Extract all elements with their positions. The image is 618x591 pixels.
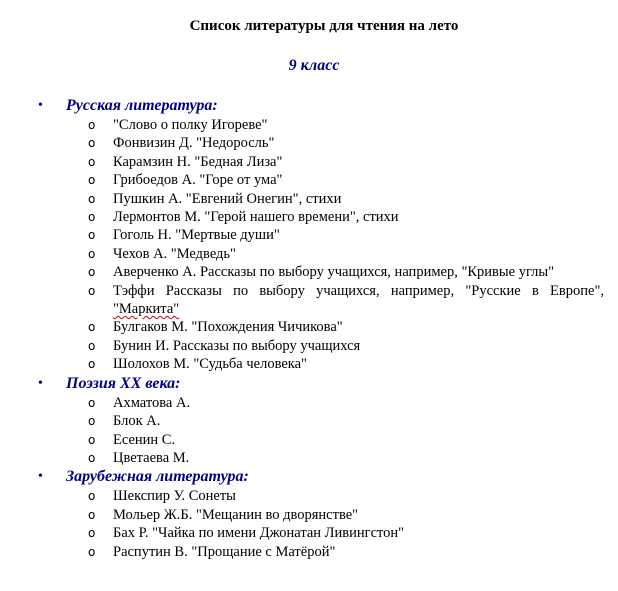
list-item [0, 506, 618, 524]
circle-bullet-icon: o [88, 432, 96, 447]
list-item-text: Блок А. [113, 413, 161, 430]
list-item [0, 116, 618, 134]
list-item [0, 318, 618, 336]
list-item [0, 245, 618, 263]
list-item [0, 226, 618, 244]
list-item-text: Фонвизин Д. "Недоросль" [113, 135, 275, 152]
grade-heading: 9 класс [288, 57, 340, 74]
section-title: Зарубежная литература: [66, 468, 249, 486]
list-item [0, 412, 618, 430]
section-poetry-20th-century [0, 374, 618, 468]
reading-list [0, 96, 618, 561]
section-foreign-literature [0, 467, 618, 561]
circle-bullet-icon: o [88, 544, 96, 559]
list-item-text: Булгаков М. "Похождения Чичикова" [113, 319, 343, 336]
circle-bullet-icon: o [88, 154, 96, 169]
list-item [0, 171, 618, 189]
list-item [0, 282, 618, 319]
list-item [0, 543, 618, 561]
circle-bullet-icon: o [88, 191, 96, 206]
circle-bullet-icon: o [88, 320, 96, 335]
section-russian-literature [0, 96, 618, 374]
bullet-icon: • [38, 375, 43, 391]
list-item-text: Распутин В. "Прощание с Матёрой" [113, 543, 336, 560]
list-item [0, 263, 618, 281]
list-item-text: Лермонтов М. "Герой нашего времени", стихи [113, 209, 399, 226]
circle-bullet-icon: o [88, 395, 96, 410]
list-item [0, 487, 618, 505]
circle-bullet-icon: o [88, 118, 96, 132]
circle-bullet-icon: o [88, 173, 96, 188]
list-item-text: Чехов А. "Медведь" [113, 245, 236, 262]
circle-bullet-icon: o [88, 450, 96, 465]
list-item-text: Шолохов М. "Судьба человека" [113, 356, 307, 373]
list-item [0, 337, 618, 355]
list-item-text: Карамзин Н. "Бедная Лиза" [113, 153, 283, 170]
circle-bullet-icon: o [88, 489, 96, 504]
list-item [0, 153, 618, 171]
list-item [0, 449, 618, 467]
list-item-text: Мольер Ж.Б. "Мещанин во дворянстве" [113, 506, 359, 523]
spellcheck-word: "Маркита" [113, 301, 180, 318]
list-item [0, 355, 618, 373]
list-item [0, 208, 618, 226]
circle-bullet-icon: o [88, 338, 96, 353]
circle-bullet-icon: o [88, 357, 96, 372]
list-item [0, 524, 618, 542]
bullet-icon: • [38, 98, 43, 113]
list-item-text: Цветаева М. [113, 449, 190, 466]
section-title: Поэзия ХХ века: [66, 374, 181, 392]
circle-bullet-icon: o [88, 265, 96, 280]
list-item-text: Шекспир У. Сонеты [113, 488, 236, 505]
circle-bullet-icon: o [88, 136, 96, 151]
list-item [0, 431, 618, 449]
list-item-text: "Слово о полку Игореве" [113, 117, 268, 133]
circle-bullet-icon: o [88, 507, 96, 522]
list-item-text: Бунин И. Рассказы по выбору учащихся [113, 337, 361, 354]
bullet-icon: • [38, 469, 43, 485]
list-item-text: Пушкин А. "Евгений Онегин", стихи [113, 190, 342, 207]
circle-bullet-icon: o [88, 246, 96, 261]
circle-bullet-icon: o [88, 283, 96, 298]
list-item-text: Бах Р. "Чайка по имени Джонатан Ливингстон" [113, 525, 405, 542]
list-item-text: Гоголь Н. "Мертвые души" [113, 227, 280, 244]
circle-bullet-icon: o [88, 210, 96, 225]
section-title: Русская литература: [66, 97, 218, 114]
list-item-text: Тэффи Рассказы по выбору учащихся, например, "Русские в Европе", "Маркита" [113, 282, 604, 318]
list-item-text: Аверченко А. Рассказы по выбору учащихся, например, "Кривые углы" [113, 264, 555, 281]
circle-bullet-icon: o [88, 228, 96, 243]
list-item-text: Есенин С. [113, 431, 176, 448]
list-item [0, 394, 618, 412]
list-item [0, 134, 618, 152]
list-item [0, 190, 618, 208]
circle-bullet-icon: o [88, 526, 96, 541]
list-item-text: Ахматова А. [113, 394, 191, 411]
circle-bullet-icon: o [88, 414, 96, 429]
list-item-text: Грибоедов А. "Горе от ума" [113, 172, 283, 189]
document-title: Список литературы для чтения на лето [189, 18, 459, 34]
